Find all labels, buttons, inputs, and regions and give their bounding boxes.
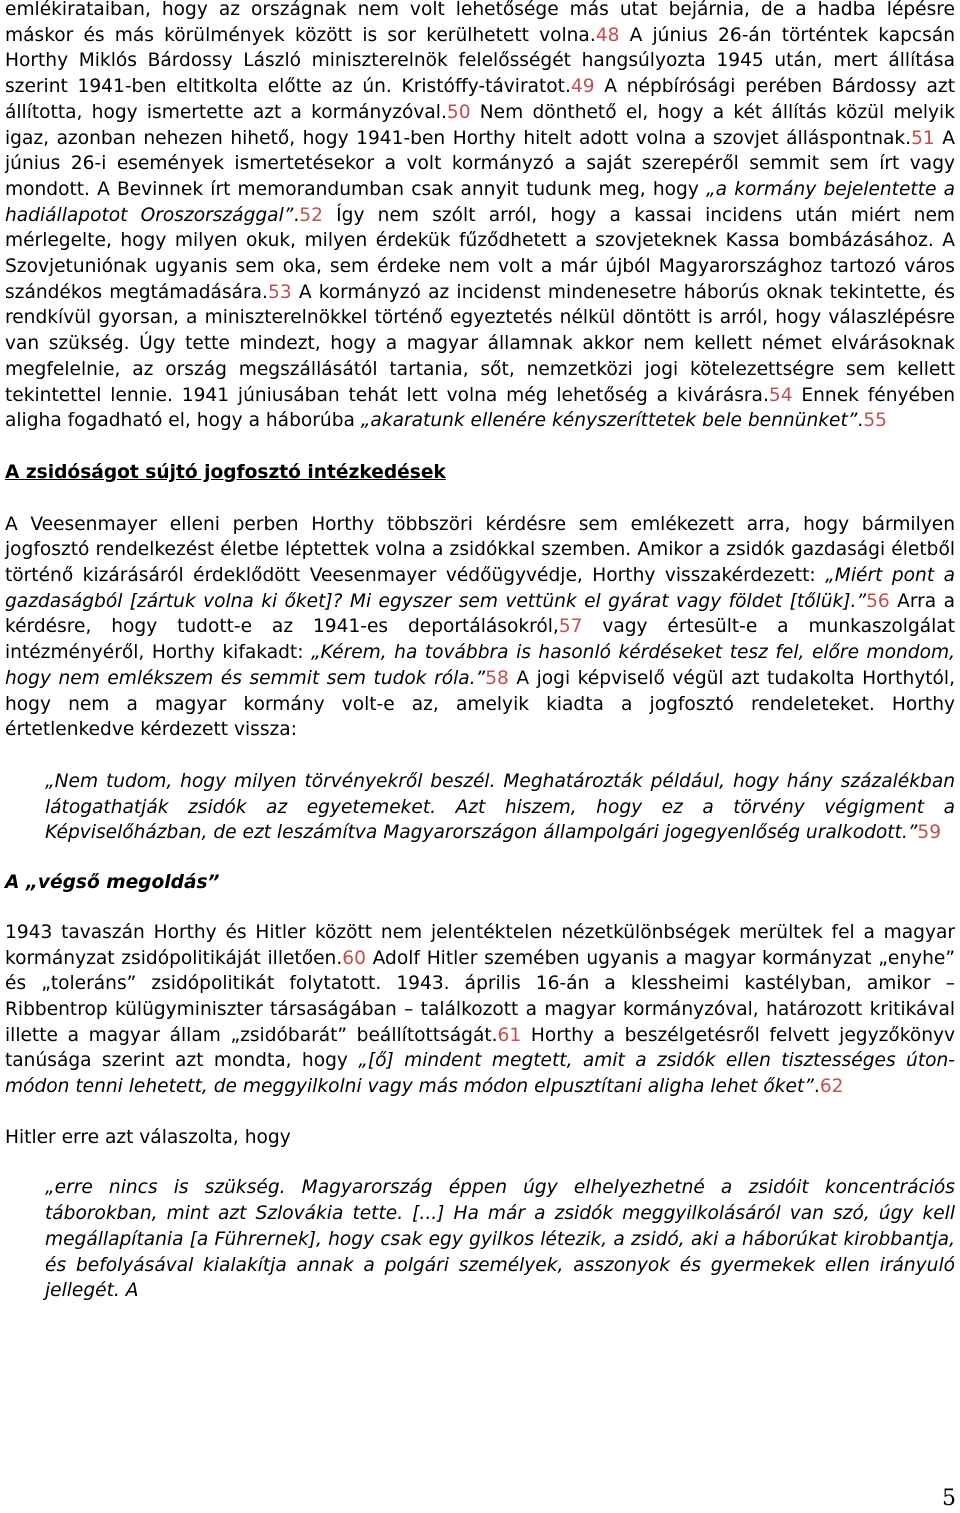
text-run: Horthy a beszélgetésről felvett jegyzőkönyv tanúsága szerint azt mondta, hogy xyxy=(5,1024,955,1072)
footnote-ref-49[interactable]: 49 xyxy=(570,76,595,98)
footnote-ref-58[interactable]: 58 xyxy=(485,667,509,689)
italic-quote: „akaratunk ellenére kényszeríttetek bele bennünket” xyxy=(360,410,858,432)
text-run: Arra a kérdésre, hogy tudott-e az 1941-es deportálásokról, xyxy=(5,590,955,638)
footnote-ref-52[interactable]: 52 xyxy=(299,204,323,226)
paragraph-klessheim xyxy=(5,920,955,1100)
text-run: 1943 tavaszán Horthy és Hitler között nem jelentéktelen nézetkülönbségek merültek fel a magyar kormányzat zsidópolitikáját illetően. xyxy=(5,921,955,969)
paragraph-veesenmayer xyxy=(5,512,955,743)
footnote-ref-55[interactable]: 55 xyxy=(863,410,887,432)
quote-text: „Nem tudom, hogy milyen törvényekről beszél. Meghatározták például, hogy hány százalékban látogathatják zsidók az egyetemeket. Azt hiszem, hogy ez a törvény végigment a Képviselőházban, de ezt leszámítva Magyarországon állampolgári jogegyenlőség uralkodott.” xyxy=(45,770,955,844)
text-run: A június 26-i események ismertetésekor a volt kormányzó a saját szerepéről semmit sem írt vagy mondott. A Bevinnek írt memorandumban csak annyit tudunk meg, hogy xyxy=(5,127,955,200)
text-run: A népbírósági perében Bárdossy azt állította, hogy ismertette azt a kormányzóval. xyxy=(5,76,955,123)
footnote-ref-57[interactable]: 57 xyxy=(558,616,583,638)
footnote-ref-61[interactable]: 61 xyxy=(497,1024,522,1046)
footnote-ref-62[interactable]: 62 xyxy=(819,1076,844,1098)
section-heading-vegso-megoldas: A „végső megoldás” xyxy=(5,872,220,894)
text-run: Ennek fényében aligha fogadható el, hogy a háborúba xyxy=(5,384,955,432)
text-run: . xyxy=(857,410,864,432)
paragraph-hitler-answer: Hitler erre azt válaszolta, hogy xyxy=(5,1126,291,1148)
text-run: Így nem szólt arról, hogy a kassai incidens után miért nem mérlegelte, hogy milyen okuk, milyen érdekük fűződhetett a szovjeteknek Kassa bombázásához. A Szovjetuniónak ugyanis sem oka, sem érdeke nem volt a már újból Magyarországhoz tartozó város szándékos megtámadására. xyxy=(5,204,955,303)
footnote-ref-48[interactable]: 48 xyxy=(595,24,620,46)
block-quote-horthy xyxy=(45,769,955,846)
italic-quote: „a kormány bejelentette a hadiállapotot Oroszországgal” xyxy=(5,178,955,226)
footnote-ref-56[interactable]: 56 xyxy=(866,590,890,612)
text-run: Adolf Hitler szemében ugyanis a magyar kormányzat „enyhe” és „toleráns” zsidópolitikát folytatott. 1943. április 16-án a klessheimi kastélyban, amikor – Ribbentrop külügyminiszter társaságában – találkozott a magyar kormányzóval, határozott kritikával illette a magyar állam „zsidóbarát” beállítottságát. xyxy=(5,947,955,1046)
text-run: A június 26-án történtek kapcsán Horthy Miklós Bárdossy László miniszterelnök felelősségét hangsúlyozta 1945 után, mert állítása szerint 1941-ben eltitkolta előtte az ún. Kristóffy-táviratot. xyxy=(5,24,955,98)
text-run: A jogi képviselő végül azt tudakolta Horthytól, hogy nem a magyar kormány volt-e az, amelyik kiadta a jogfosztó rendeleteket. Horthy értetlenkedve kérdezett vissza: xyxy=(5,667,956,741)
text-run: . xyxy=(813,1076,820,1098)
text-run: Nem dönthető el, hogy a két állítás közül melyik igaz, azonban nehezen hihető, hogy 1941-ben Horthy hitelt adott volna a szovjet álláspontnak. xyxy=(5,101,955,149)
footnote-ref-59[interactable]: 59 xyxy=(917,822,942,844)
document-page xyxy=(5,0,955,1304)
text-run: A kormányzó az incidenst mindenesetre háborús oknak tekintette, és rendkívül gyorsan, a miniszterelnökkel történő egyeztetés nélkül döntött is arról, hogy válaszlépésre van szükség. Úgy tette mindezt, hogy a magyar államnak akkor nem kellett német elvárásoknak megfelelnie, az ország megszállásától tartania, sőt, nemzetközi jogi kötelezettségre sem kellett tekintettel lennie. 1941 júniusában tehát lett volna még lehetőség a kivárásra. xyxy=(5,281,955,406)
footnote-ref-60[interactable]: 60 xyxy=(342,947,366,969)
italic-quote: „Miért pont a gazdaságból [zártuk volna ki őket]? Mi egyszer sem vettünk el gyárat vagy földet [tőlük].” xyxy=(5,565,955,612)
text-run: A Veesenmayer elleni perben Horthy többszöri kérdésre sem emlékezett arra, hogy bármilyen jogfosztó rendelkezést életbe léptettek volna a zsidókkal szemben. Amikor a zsidók gazdasági életből történő kizárásáról érdeklődött Veesenmayer védőügyvédje, Horthy visszakérdezett: xyxy=(5,513,955,587)
text-run: emlékirataiban, hogy az országnak nem volt lehetősége más utat bejárnia, de a hadba lépésre máskor és más körülmények között is sor kerülhetett volna. xyxy=(5,0,955,46)
footnote-ref-51[interactable]: 51 xyxy=(911,127,935,149)
section-heading-jogfoszto: A zsidóságot sújtó jogfosztó intézkedések xyxy=(5,461,446,483)
text-run: vagy értesült-e a munkaszolgálat intézményéről, Horthy kifakadt: xyxy=(5,616,955,664)
page-number: 5 xyxy=(942,1486,956,1511)
italic-quote: „Kérem, ha továbbra is hasonló kérdéseket tesz fel, előre mondom, hogy nem emlékszem és semmit sem tudok róla.” xyxy=(5,642,955,689)
footnote-ref-53[interactable]: 53 xyxy=(267,281,292,303)
block-quote-hitler: „erre nincs is szükség. Magyarország éppen úgy elhelyezhetné a zsidóit koncentrációs táborokban, mint azt Szlovákia tette. [...] Ha már a zsidók meggyilkolásáról van szó, úgy kell megállapítania [a Führernek], hogy csak egy gyilkos létezik, a zsidó, aki a háborúkat kirobbantja, és befolyásával kialakítja annak a polgári személyek, asszonyok és gyermekek ellen irányuló jellegét. A xyxy=(45,1177,955,1302)
italic-quote: „[ő] mindent megtett, amit a zsidók ellen tisztességes úton-módon tenni lehetett, de meggyilkolni vagy más módon elpusztítani aligha lehet őket” xyxy=(5,1050,955,1098)
footnote-ref-50[interactable]: 50 xyxy=(446,101,471,123)
paragraph-bardossy xyxy=(5,0,955,434)
text-run: . xyxy=(293,204,300,226)
footnote-ref-54[interactable]: 54 xyxy=(768,384,793,406)
